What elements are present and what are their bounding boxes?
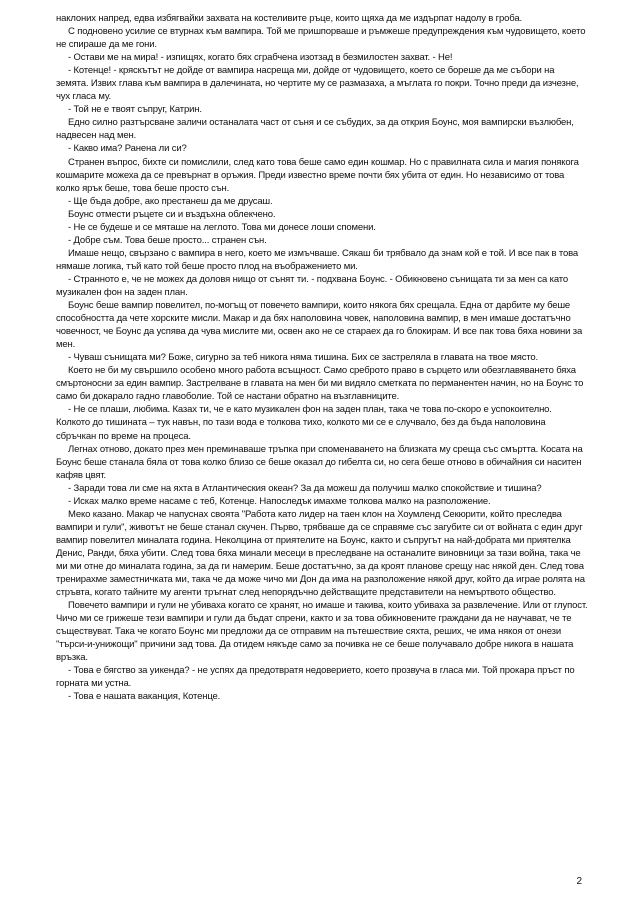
paragraph: - Това е бягство за уикенда? - не успях да предотвратя недоверието, което прозвуча в гласа ми. Той прокара пръст по горната ми устна. (56, 665, 575, 690)
paragraph: Боунс беше вампир повелител, по-могъщ от повечето вампири, които някога бях срещала. Една от дарбите му беше способността да чете хорските мисли. Макар и да бях наполовина човек, наполовина вампир, в мен имаше достатъчно човечност, че Боунс да успява да чува мислите ми, освен ако не се стараех да го блокирам. И все пак това бяха новини за мен. (56, 300, 583, 351)
page-number: 2 (576, 876, 582, 887)
paragraph: Повечето вампири и гули не убиваха когато се хранят, но имаше и такива, които убиваха за развлечение. Или от глупост. Чичо ми се грижеше тези вампири и гули да бъдат спрени, както и за това обикновените граждани да не научават, че те съществуват. Така че когато Боунс ми предложи да се отправим на пътешествие сяхта, реших, че има някоя от онези "търси-и-унижощи" причини зад това. Да отидем някъде само за почивка не се беше получавало добре никога в нашата връзка. (56, 600, 588, 664)
paragraph: - Чуваш сънищата ми? Боже, сигурно за теб никога няма тишина. Бих се застреляла в главата на твое място. (68, 352, 539, 364)
paragraph: - Не се плаши, любима. Казах ти, че е като музикален фон на заден план, така че това по-скоро е успокоително. Колкото до тишината – тук навън, по тази вода е толкова тихо, колкото ми се е случвало, без да бъда наполовина сбръчкан по време на процеса. (56, 404, 552, 442)
paragraph: - Остави ме на мира! - изпищях, когато бях сграбчена изотзад в безмилостен захват. - Не! (68, 52, 453, 64)
paragraph: Странен въпрос, бихте си помислили, след като това беше само един кошмар. Но с правилната сила и магия понякога кошмарите можеха да се превърнат в оръжия. Преди известно време почти бях убита от един. Но независимо от това колко ярък беше, това беше просто сън. (56, 156, 579, 194)
paragraph: - Странното е, че не можех да доловя нищо от сънят ти. - подхвана Боунс. - Обикновено сънищата ти за мен са като музикален фон на заден план. (56, 273, 569, 298)
paragraph: Имаше нещо, свързано с вампира в него, което ме измъчваше. Сякаш би трябвало да знам кой е той. И все пак в това нямаше логика, тъй като той беше просто плод на въображението ми. (56, 247, 579, 272)
paragraph: Което не би му свършило особено много работа всъщност. Само среброто право в сърцето или обезглавяването бяха смъртоносни за един вампир. Застрелване в главата на мен би ми видяло сметката по перманентен начин, но на Боунс то само би докарало гадно главоболие. Той се настани обратно на възглавниците. (56, 365, 584, 403)
paragraph: - Какво има? Ранена ли си? (68, 143, 187, 155)
paragraph: С подновено усилие се втурнах към вампира. Той ме пришпорваше и ръмжеше предупреждения към чудовището, което не спираше да ме гони. (56, 26, 586, 51)
paragraph: - Исках малко време насаме с теб, Котенце. Напоследък имахме толкова малко на разположение. (68, 495, 491, 507)
paragraph: - Ще бъда добре, ако престанеш да ме друсаш. (68, 195, 273, 207)
paragraph: Едно силно разтърсване заличи останалата част от съня и се събудих, за да открия Боунс, моя вампирски възлюбен, надвесен над мен. (56, 117, 574, 142)
paragraph: - Той не е твоят съпруг, Катрин. (68, 104, 202, 116)
paragraph: наклоних напред, едва избягвайки захвата на костеливите ръце, които щяха да ме издърпат надолу в гроба. (56, 13, 522, 24)
document-body (56, 12, 588, 703)
paragraph: - Котенце! - кряскътът не дойде от вампира насреща ми, дойде от чудовището, което се бореше да ме събори на земята. Извих глава към вампира в далечината, но чертите му се размазаха, а мъглата го покри. Точно преди да изчезне, чух гласа му. (56, 65, 579, 103)
paragraph: Боунс отмести ръцете си и въздъхна облекчено. (68, 208, 276, 220)
paragraph: - Не се будеше и се мяташе на леглото. Това ми донесе лоши спомени. (68, 221, 376, 233)
paragraph: - Добре съм. Това беше просто... странен сън. (68, 234, 267, 246)
paragraph: Меко казано. Макар че напуснах своята "Работа като лидер на таен клон на Хоумленд Секюрити, който преследва вампири и гули", животът не беше станал скучен. Първо, трябваше да се справяме със загубите си от войната с един друг вампир повелител миналата година. Неколцина от приятелите на Боунс, както и съпругът на най-добрата ми приятелка Денис, Ранди, бяха убити. След това бяха минали месеци в преследване на останалите виновници за тази война, така че ми ми отне до миналата година, за да ги намерим. Беше достатъчно, за да кроят планове срещу нас някой ден. След това тренирахме заместничката ми, така че да може чичо ми Дон да има на разположение някой друг, който да играе ролята на стръвта, когато тайните му агенти тръгнат след непорядъчно действащите представители на немъртвото общество. (56, 508, 585, 599)
paragraph: - Заради това ли сме на яхта в Атлантическия океан? За да можеш да получиш малко спокойствие и тишина? (68, 482, 542, 494)
paragraph: Легнах отново, докато през мен преминаваше тръпка при споменаването на близката му среща със смъртта. Косата на Боунс беше станала бяла от това колко близо се беше оказал до гибелта си, но сега беше отново в обичайния си наситен кафяв цвят. (56, 443, 583, 481)
paragraph: - Това е нашата ваканция, Котенце. (68, 691, 221, 703)
